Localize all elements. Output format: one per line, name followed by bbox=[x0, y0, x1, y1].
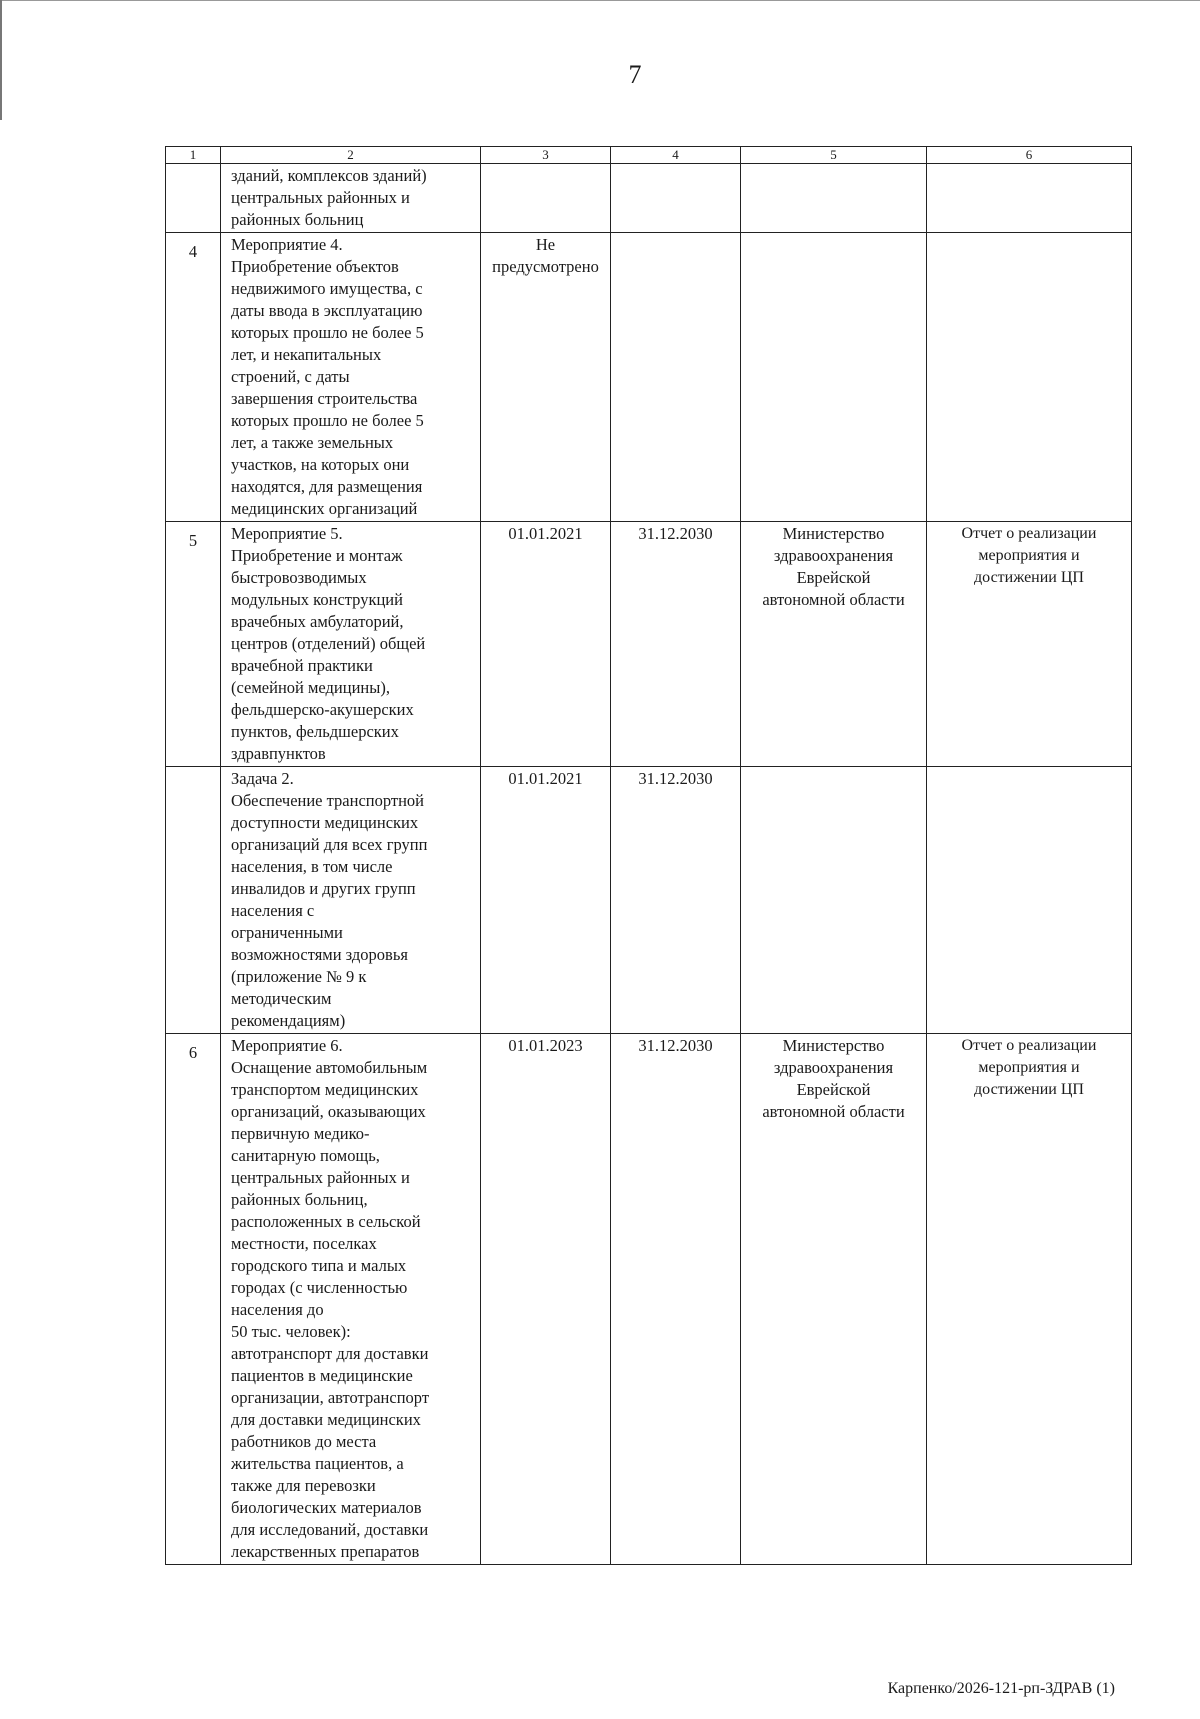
end-date bbox=[611, 164, 741, 233]
activity-description-line: центральных районных и bbox=[231, 1168, 410, 1187]
activity-description-line: даты ввода в эксплуатацию bbox=[231, 301, 423, 320]
start-date-line: 01.01.2023 bbox=[508, 1036, 583, 1055]
row-number bbox=[166, 164, 221, 233]
activity-description-line: городского типа и малых bbox=[231, 1256, 407, 1275]
activity-description-line: жительства пациентов, а bbox=[231, 1454, 404, 1473]
end-date-line: 31.12.2030 bbox=[638, 1036, 713, 1055]
column-number: 1 bbox=[166, 147, 221, 164]
end-date bbox=[611, 522, 741, 767]
expected-result bbox=[927, 522, 1132, 767]
expected-result-line: Отчет о реализации bbox=[961, 1037, 1097, 1054]
table-row bbox=[166, 1034, 1132, 1565]
activity-description-line: находятся, для размещения bbox=[231, 477, 423, 496]
activity-description-line: организации, автотранспорт bbox=[231, 1388, 430, 1407]
activity-description-line: инвалидов и других групп bbox=[231, 879, 416, 898]
responsible-executor-line: Еврейской bbox=[796, 1080, 871, 1099]
responsible-executor-line: Министерство bbox=[782, 1036, 885, 1055]
expected-result bbox=[927, 164, 1132, 233]
end-date bbox=[611, 767, 741, 1034]
responsible-executor-line: Министерство bbox=[782, 524, 885, 543]
activity-description-line: Оснащение автомобильным bbox=[231, 1058, 428, 1077]
expected-result bbox=[927, 767, 1132, 1034]
start-date-line: предусмотрено bbox=[492, 257, 599, 276]
activity-description-line: врачебных амбулаторий, bbox=[231, 612, 404, 631]
page-number: 7 bbox=[628, 60, 642, 89]
responsible-executor bbox=[741, 767, 927, 1034]
start-date bbox=[481, 522, 611, 767]
expected-result-line: достижении ЦП bbox=[974, 569, 1084, 586]
table-row bbox=[166, 522, 1132, 767]
activity-description-line: первичную медико- bbox=[231, 1124, 370, 1143]
activity-description-line: зданий, комплексов зданий) bbox=[231, 166, 427, 185]
column-number: 4 bbox=[611, 147, 741, 164]
activity-description-line: Приобретение и монтаж bbox=[231, 546, 403, 565]
activity-description-line: населения, в том числе bbox=[231, 857, 393, 876]
table-row bbox=[166, 164, 1132, 233]
activity-description-line: Задача 2. bbox=[231, 769, 294, 788]
start-date bbox=[481, 233, 611, 522]
activity-description-line: транспортом медицинских bbox=[231, 1080, 419, 1099]
responsible-executor-line: здравоохранения bbox=[773, 546, 894, 565]
expected-result-line: мероприятия и bbox=[978, 1059, 1080, 1076]
row-number bbox=[166, 767, 221, 1034]
activity-description-line: Мероприятие 4. bbox=[231, 235, 343, 254]
activity-description-line: которых прошло не более 5 bbox=[231, 323, 424, 342]
activity-description-line: строений, с даты bbox=[231, 367, 350, 386]
responsible-executor-line: автономной области bbox=[762, 1102, 905, 1121]
activity-description-line: завершения строительства bbox=[231, 389, 418, 408]
activity-description-line: центральных районных и bbox=[231, 188, 410, 207]
activity-description-line: автотранспорт для доставки bbox=[231, 1344, 429, 1363]
responsible-executor bbox=[741, 233, 927, 522]
end-date bbox=[611, 233, 741, 522]
activity-description-line: возможностями здоровья bbox=[231, 945, 408, 964]
activity-description-line: здравпунктов bbox=[231, 744, 326, 763]
start-date-line: 01.01.2021 bbox=[508, 769, 583, 788]
table-row bbox=[166, 233, 1132, 522]
activity-description-line: организаций, оказывающих bbox=[231, 1102, 426, 1121]
activities-table bbox=[165, 146, 1132, 1565]
activity-description bbox=[221, 164, 481, 233]
activity-description-line: которых прошло не более 5 bbox=[231, 411, 424, 430]
activity-description-line: рекомендациям) bbox=[231, 1011, 346, 1030]
activity-description-line: лет, и некапитальных bbox=[231, 345, 382, 364]
activity-description-line: (приложение № 9 к bbox=[231, 967, 367, 986]
activity-description-line: Мероприятие 5. bbox=[231, 524, 343, 543]
scan-top-edge bbox=[0, 0, 1200, 1]
activity-description-line: районных больниц, bbox=[231, 1190, 368, 1209]
activity-description bbox=[221, 1034, 481, 1565]
activity-description-line: модульных конструкций bbox=[231, 590, 403, 609]
activity-description-line: населения с bbox=[231, 901, 315, 920]
start-date bbox=[481, 767, 611, 1034]
responsible-executor bbox=[741, 164, 927, 233]
activity-description-line: для исследований, доставки bbox=[231, 1520, 429, 1539]
responsible-executor bbox=[741, 522, 927, 767]
responsible-executor-line: Еврейской bbox=[796, 568, 871, 587]
activity-description-line: Обеспечение транспортной bbox=[231, 791, 424, 810]
activity-description-line: 50 тыс. человек): bbox=[231, 1322, 351, 1341]
activity-description-line: методическим bbox=[231, 989, 332, 1008]
activity-description-line: врачебной практики bbox=[231, 656, 373, 675]
start-date-line: Не bbox=[535, 235, 556, 254]
activity-description-line: Приобретение объектов bbox=[231, 257, 399, 276]
responsible-executor-line: здравоохранения bbox=[773, 1058, 894, 1077]
activity-description-line: фельдшерско-акушерских bbox=[231, 700, 414, 719]
activity-description-line: участков, на которых они bbox=[231, 455, 410, 474]
activity-description-line: организаций для всех групп bbox=[231, 835, 428, 854]
expected-result-line: Отчет о реализации bbox=[961, 525, 1097, 542]
activity-description-line: биологических материалов bbox=[231, 1498, 422, 1517]
row-number: 4 bbox=[166, 233, 221, 522]
activity-description-line: районных больниц bbox=[231, 210, 364, 229]
responsible-executor-line: автономной области bbox=[762, 590, 905, 609]
column-number-row bbox=[166, 147, 1132, 164]
column-number: 5 bbox=[741, 147, 927, 164]
activity-description-line: санитарную помощь, bbox=[231, 1146, 380, 1165]
activity-description bbox=[221, 233, 481, 522]
activity-description-line: Мероприятие 6. bbox=[231, 1036, 343, 1055]
expected-result-line: достижении ЦП bbox=[974, 1081, 1084, 1098]
start-date bbox=[481, 1034, 611, 1565]
activity-description-line: доступности медицинских bbox=[231, 813, 419, 832]
activity-description-line: населения до bbox=[231, 1300, 324, 1319]
activity-description-line: городах (с численностью bbox=[231, 1278, 408, 1297]
column-number: 2 bbox=[221, 147, 481, 164]
activity-description-line: (семейной медицины), bbox=[231, 678, 390, 697]
activity-description-line: также для перевозки bbox=[231, 1476, 376, 1495]
activity-description-line: расположенных в сельской bbox=[231, 1212, 421, 1231]
start-date-line: 01.01.2021 bbox=[508, 524, 583, 543]
activity-description-line: пациентов в медицинские bbox=[231, 1366, 413, 1385]
expected-result bbox=[927, 233, 1132, 522]
activity-description-line: ограниченными bbox=[231, 923, 343, 942]
activity-description bbox=[221, 767, 481, 1034]
activity-description-line: работников до места bbox=[231, 1432, 377, 1451]
row-number: 5 bbox=[166, 522, 221, 767]
activity-description-line: лет, а также земельных bbox=[231, 433, 394, 452]
table-row bbox=[166, 767, 1132, 1034]
activity-description-line: недвижимого имущества, с bbox=[231, 279, 423, 298]
expected-result bbox=[927, 1034, 1132, 1565]
activity-description-line: центров (отделений) общей bbox=[231, 634, 426, 653]
row-number: 6 bbox=[166, 1034, 221, 1565]
activity-description bbox=[221, 522, 481, 767]
activity-description-line: пунктов, фельдшерских bbox=[231, 722, 399, 741]
start-date bbox=[481, 164, 611, 233]
column-number: 6 bbox=[927, 147, 1132, 164]
activity-description-line: лекарственных препаратов bbox=[231, 1542, 420, 1561]
end-date-line: 31.12.2030 bbox=[638, 769, 713, 788]
end-date bbox=[611, 1034, 741, 1565]
activity-description-line: местности, поселках bbox=[231, 1234, 377, 1253]
column-number: 3 bbox=[481, 147, 611, 164]
activity-description-line: медицинских организаций bbox=[231, 499, 418, 518]
activity-description-line: быстровозводимых bbox=[231, 568, 367, 587]
responsible-executor bbox=[741, 1034, 927, 1565]
expected-result-line: мероприятия и bbox=[978, 547, 1080, 564]
activity-description-line: для доставки медицинских bbox=[231, 1410, 421, 1429]
document-reference: Карпенко/2026-121-рп-ЗДРАВ (1) bbox=[887, 1680, 1115, 1697]
end-date-line: 31.12.2030 bbox=[638, 524, 713, 543]
